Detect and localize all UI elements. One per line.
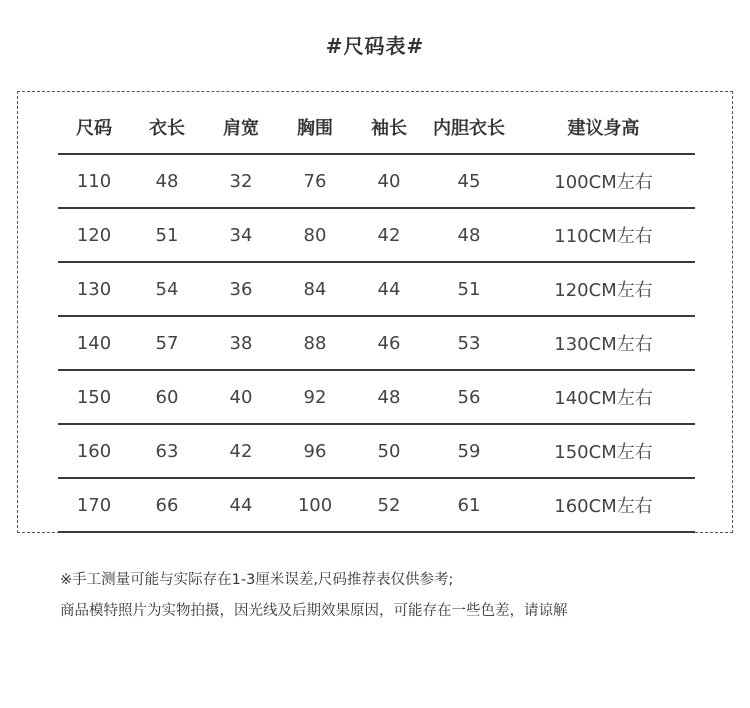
- header-size: 尺码: [58, 101, 130, 154]
- table-cell: 40: [204, 370, 278, 424]
- table-row: [58, 424, 695, 478]
- table-cell: 110: [58, 154, 130, 208]
- table-cell: 34: [204, 208, 278, 262]
- table-cell: 80: [278, 208, 352, 262]
- table-cell: 46: [352, 316, 426, 370]
- table-row: [58, 154, 695, 208]
- table-cell: 63: [130, 424, 204, 478]
- table-cell: 54: [130, 262, 204, 316]
- table-cell: 44: [204, 478, 278, 532]
- table-row: [58, 208, 695, 262]
- header-chest: 胸围: [278, 101, 352, 154]
- measurement-note: ※手工测量可能与实际存在1-3厘米误差,尺码推荐表仅供参考;: [60, 572, 454, 588]
- table-cell: 38: [204, 316, 278, 370]
- table-cell: 96: [278, 424, 352, 478]
- table-cell: 110CM左右: [512, 208, 695, 262]
- table-header-row: [58, 101, 695, 154]
- color-difference-note: 商品模特照片为实物拍摄，因光线及后期效果原因，可能存在一些色差，请谅解: [60, 603, 568, 619]
- table-cell: 88: [278, 316, 352, 370]
- header-shoulder: 肩宽: [204, 101, 278, 154]
- table-cell: 100CM左右: [512, 154, 695, 208]
- table-cell: 130: [58, 262, 130, 316]
- table-cell: 57: [130, 316, 204, 370]
- table-cell: 160CM左右: [512, 478, 695, 532]
- table-cell: 48: [426, 208, 512, 262]
- table-cell: 45: [426, 154, 512, 208]
- table-cell: 52: [352, 478, 426, 532]
- table-cell: 36: [204, 262, 278, 316]
- table-cell: 48: [130, 154, 204, 208]
- table-cell: 59: [426, 424, 512, 478]
- table-cell: 56: [426, 370, 512, 424]
- header-liner-length: 内胆衣长: [426, 101, 512, 154]
- table-row: [58, 262, 695, 316]
- table-cell: 92: [278, 370, 352, 424]
- table-cell: 76: [278, 154, 352, 208]
- table-cell: 170: [58, 478, 130, 532]
- table-cell: 84: [278, 262, 352, 316]
- table-cell: 51: [130, 208, 204, 262]
- table-cell: 42: [352, 208, 426, 262]
- table-cell: 48: [352, 370, 426, 424]
- header-height: 建议身高: [512, 101, 695, 154]
- table-cell: 130CM左右: [512, 316, 695, 370]
- table-cell: 53: [426, 316, 512, 370]
- page-title: #尺码表#: [325, 34, 425, 58]
- header-sleeve: 袖长: [352, 101, 426, 154]
- table-cell: 140: [58, 316, 130, 370]
- table-row: [58, 370, 695, 424]
- table-cell: 60: [130, 370, 204, 424]
- table-cell: 51: [426, 262, 512, 316]
- table-row: [58, 316, 695, 370]
- table-cell: 100: [278, 478, 352, 532]
- header-length: 衣长: [130, 101, 204, 154]
- table-cell: 120CM左右: [512, 262, 695, 316]
- table-cell: 42: [204, 424, 278, 478]
- table-cell: 50: [352, 424, 426, 478]
- table-cell: 120: [58, 208, 130, 262]
- table-cell: 66: [130, 478, 204, 532]
- table-cell: 140CM左右: [512, 370, 695, 424]
- table-row: [58, 478, 695, 532]
- table-cell: 61: [426, 478, 512, 532]
- table-cell: 150CM左右: [512, 424, 695, 478]
- table-cell: 44: [352, 262, 426, 316]
- table-cell: 32: [204, 154, 278, 208]
- size-table: [58, 101, 695, 533]
- table-cell: 40: [352, 154, 426, 208]
- table-cell: 150: [58, 370, 130, 424]
- table-cell: 160: [58, 424, 130, 478]
